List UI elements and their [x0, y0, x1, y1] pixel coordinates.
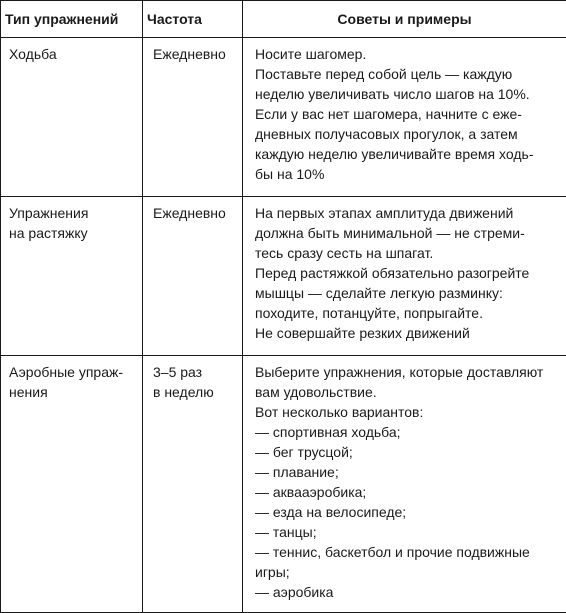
cell-frequency	[143, 197, 243, 356]
exercise-type-line: на растяжку	[9, 223, 136, 243]
cell-frequency	[143, 38, 243, 197]
cell-tips	[243, 38, 566, 197]
cell-tips	[243, 356, 566, 613]
tips-line: На первых этапах амплитуда движений	[255, 203, 558, 223]
header-tips-examples: Советы и примеры	[243, 1, 566, 38]
tips-line: Перед растяжкой обязательно разогрейте	[255, 263, 558, 283]
exercise-type-line: Аэробные упраж-	[9, 362, 136, 382]
frequency-line: в неделю	[153, 382, 238, 402]
exercise-type-line: Ходьба	[9, 44, 136, 64]
cell-frequency	[143, 356, 243, 613]
table-row-stretching	[1, 197, 566, 356]
header-row	[1, 1, 566, 38]
frequency-line: Ежедневно	[153, 203, 238, 223]
tips-line: Носите шагомер.	[255, 44, 558, 64]
tips-line: — теннис, баскетбол и прочие подвижные	[255, 542, 558, 562]
tips-line: мышцы — сделайте легкую разминку:	[255, 283, 558, 303]
cell-exercise-type	[1, 356, 143, 613]
tips-line: — аэробика	[255, 582, 558, 602]
tips-line: вам удовольствие.	[255, 382, 558, 402]
exercise-type-line: нения	[9, 382, 136, 402]
cell-exercise-type	[1, 197, 143, 356]
tips-line: походите, потанцуйте, попрыгайте.	[255, 303, 558, 323]
cell-tips	[243, 197, 566, 356]
header-frequency: Частота	[143, 1, 243, 38]
tips-line: игры;	[255, 562, 558, 582]
tips-line: бы на 10%	[255, 164, 558, 184]
exercise-type-line: Упражнения	[9, 203, 136, 223]
table-header	[1, 1, 566, 38]
tips-line: — бег трусцой;	[255, 442, 558, 462]
header-exercise-type: Тип упражнений	[1, 1, 143, 38]
table-row-walking	[1, 38, 566, 197]
tips-line: Поставьте перед собой цель — каждую	[255, 64, 558, 84]
tips-line: каждую неделю увеличивайте время ходь-	[255, 144, 558, 164]
tips-line: дневных получасовых прогулок, а затем	[255, 124, 558, 144]
tips-line: — езда на велосипеде;	[255, 502, 558, 522]
tips-line: неделю увеличивать число шагов на 10%.	[255, 84, 558, 104]
tips-line: Если у вас нет шагомера, начните с еже-	[255, 104, 558, 124]
tips-line: должна быть минимальной — не стреми-	[255, 223, 558, 243]
table-row-aerobic	[1, 356, 566, 613]
tips-line: Вот несколько вариантов:	[255, 402, 558, 422]
tips-line: Не совершайте резких движений	[255, 323, 558, 343]
tips-line: — плавание;	[255, 462, 558, 482]
tips-line: Выберите упражнения, которые доставляют	[255, 362, 558, 382]
tips-line: — танцы;	[255, 522, 558, 542]
tips-line: тесь сразу сесть на шпагат.	[255, 243, 558, 263]
table-body	[1, 38, 566, 613]
tips-line: — аквааэробика;	[255, 482, 558, 502]
frequency-line: 3–5 раз	[153, 362, 238, 382]
cell-exercise-type	[1, 38, 143, 197]
tips-line: — спортивная ходьба;	[255, 422, 558, 442]
frequency-line: Ежедневно	[153, 44, 238, 64]
